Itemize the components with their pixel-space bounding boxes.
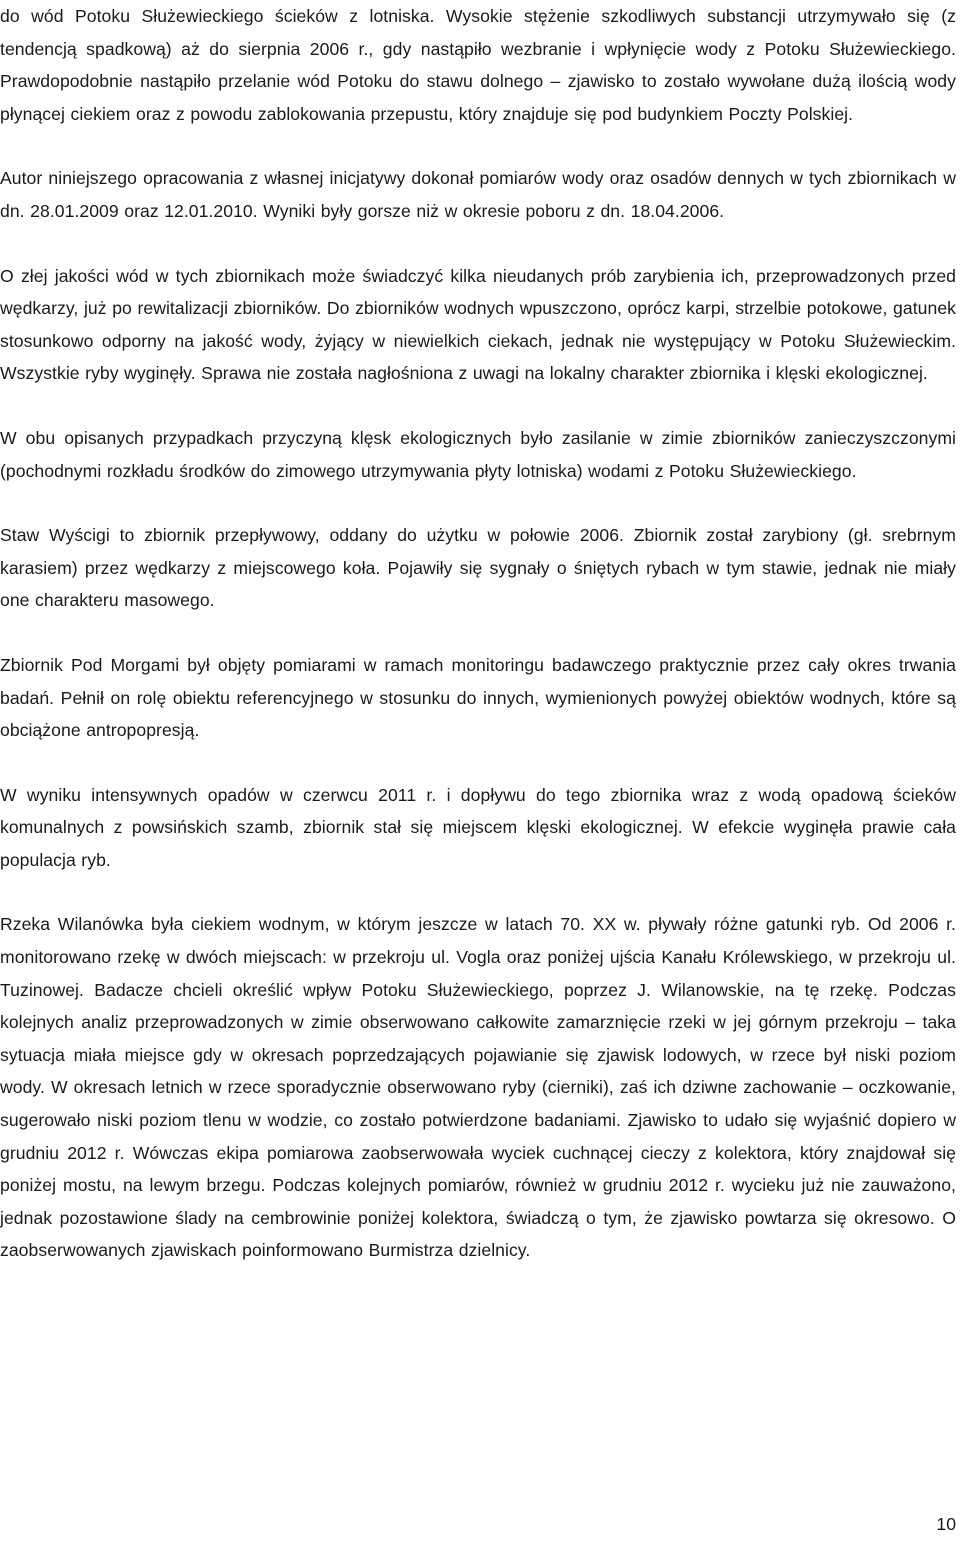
page-number: 10 (936, 1514, 956, 1534)
paragraph-gap (0, 130, 956, 162)
paragraph-lotnisko: do wód Potoku Służewieckiego ścieków z lotniska. Wysokie stężenie szkodliwych substancji utrzymywało się (z tendencją spadkową) aż do sierpnia 2006 r., gdy nastąpiło wezbranie i wpłynięcie wody z Potoku Służewieckiego. Prawdopodobnie nastąpiło przelanie wód Potoku do stawu dolnego – zjawisko to zostało wywołane dużą ilością wody płynącej ciekiem oraz z powodu zablokowania przepustu, który znajduje się pod budynkiem Poczty Polskiej. (0, 6, 956, 124)
paragraph-gap (0, 747, 956, 779)
paragraph-zarybienie: O złej jakości wód w tych zbiornikach może świadczyć kilka nieudanych prób zarybienia ich, przeprowadzonych przed wędkarzy, już po rewitalizacji zbiorników. Do zbiorników wodnych wpuszczono, oprócz karpi, strzelbie potokowe, gatunek stosunkowo odporny na jakość wody, żyjący w niewielkich ciekach, jednak nie występujący w Potoku Służewieckim. Wszystkie ryby wyginęły. Sprawa nie została nagłośniona z uwagi na lokalny charakter zbiornika i klęski ekologicznej. (0, 265, 956, 384)
paragraph-gap (0, 617, 956, 649)
paragraph-pod-morgami: Zbiornik Pod Morgami był objęty pomiarami w ramach monitoringu badawczego praktycznie przez cały okres trwania badań. Pełnił on rolę obiektu referencyjnego w stosunku do innych, wymienionych powyżej obiektów wodnych, które są obciążone antropopresją. (0, 654, 956, 741)
paragraph-gap (0, 228, 956, 260)
paragraph-wilanowka: Rzeka Wilanówka była ciekiem wodnym, w którym jeszcze w latach 70. XX w. pływały różne gatunki ryb. Od 2006 r. monitorowano rzekę w dwóch miejscach: w przekroju ul. Vogla oraz poniżej ujścia Kanału Królewskiego, w przekroju ul. Tuzinowej. Badacze chcieli określić wpływ Potoku Służewieckiego, poprzez J. Wilanowskie, na tę rzekę. Podczas kolejnych analiz przeprowadzonych w zimie obserwowano całkowite zamarznięcie rzeki w jej górnym przekroju – taka sytuacja miała miejsce gdy w okresach poprzedzających pojawianie się zjawisk lodowych, w rzece był niski poziom wody. W okresach letnich w rzece sporadycznie obserwowano ryby (cierniki), zaś ich dziwne zachowanie – oczkowanie, sugerowało niski poziom tlenu w wodzie, co zostało potwierdzone badaniami. Zjawisko to udało się wyjaśnić dopiero w grudniu 2012 r. Wówczas ekipa pomiarowa zaobserwowała wyciek cuchnącej cieczy z kolektora, który znajdował się poniżej mostu, na lewym brzegu. Podczas kolejnych pomiarów, również w grudniu 2012 r. wycieku już nie zauważono, jednak pozostawione ślady na cembrowinie poniżej kolektora, świadczą o tym, że zjawisko powtarza się okresowo. O zaobserwowanych zjawiskach poinformowano Burmistrza dzielnicy. (0, 914, 956, 1261)
paragraph-gap (0, 876, 956, 908)
paragraph-przyczyny: W obu opisanych przypadkach przyczyną klęsk ekologicznych było zasilanie w zimie zbiorników zanieczyszczonymi (pochodnymi rozkładu środków do zimowego utrzymywania płyty lotniska) wodami z Potoku Służewieckiego. (0, 427, 956, 481)
paragraph-staw-wyscigi: Staw Wyścigi to zbiornik przepływowy, oddany do użytku w połowie 2006. Zbiornik został zarybiony (gł. srebrnym karasiem) przez wędkarzy z miejscowego koła. Pojawiły się sygnały o śniętych rybach w tym stawie, jednak nie miały one charakteru masowego. (0, 525, 956, 611)
paragraph-gap (0, 390, 956, 422)
paragraph-gap (0, 487, 956, 519)
paragraph-pomiary-autora: Autor niniejszego opracowania z własnej inicjatywy dokonał pomiarów wody oraz osadów dennych w tych zbiornikach w dn. 28.01.2009 oraz 12.01.2010. Wyniki były gorsze niż w okresie poboru z dn. 18.04.2006. (0, 168, 956, 221)
paragraph-opady-2011: W wyniku intensywnych opadów w czerwcu 2011 r. i dopływu do tego zbiornika wraz z wodą opadową ścieków komunalnych z powsińskich szamb, zbiornik stał się miejscem klęski ekologicznej. W efekcie wyginęła prawie cała populacja ryb. (0, 784, 956, 870)
